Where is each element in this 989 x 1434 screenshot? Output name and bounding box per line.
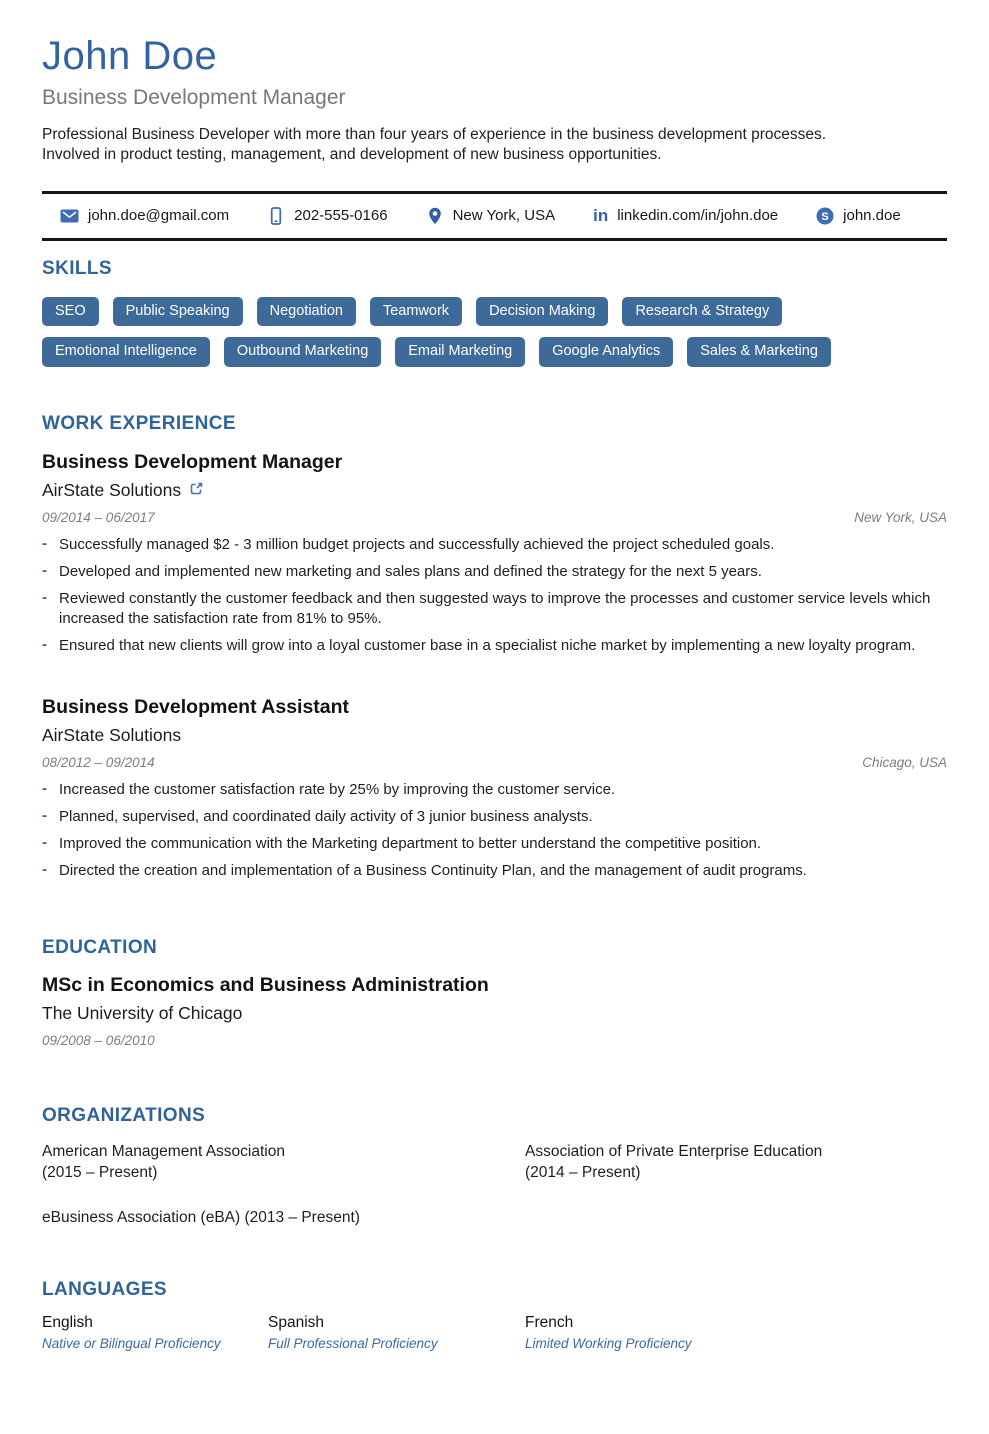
skill-pill: Emotional Intelligence	[42, 337, 210, 367]
languages-grid	[42, 1314, 947, 1351]
organizations-grid	[42, 1141, 947, 1183]
language-proficiency: Native or Bilingual Proficiency	[42, 1335, 221, 1351]
job-bullet: - Planned, supervised, and coordinated daily activity of 3 junior business analysts.	[42, 807, 947, 827]
organization-dates: (2013 – Present)	[244, 1208, 360, 1226]
skill-pill: Email Marketing	[395, 337, 525, 367]
skill-pill: Negotiation	[257, 297, 356, 327]
person-job-title: Business Development Manager	[42, 85, 346, 109]
job-company	[42, 725, 947, 746]
contact-phone	[267, 207, 387, 225]
job-bullet: - Successfully managed $2 - 3 million budget projects and successfully achieved the project scheduled goals.	[42, 535, 947, 555]
language-item	[42, 1314, 268, 1351]
contact-linkedin	[593, 207, 778, 224]
organizations-title: ORGANIZATIONS	[42, 1104, 206, 1126]
language-proficiency: Full Professional Proficiency	[268, 1335, 438, 1351]
contact-skype-value[interactable]: john.doe	[843, 207, 901, 225]
job-dates: 09/2014 – 06/2017	[42, 509, 155, 525]
organization-name: American Management Association	[42, 1142, 285, 1160]
job-bullet: - Reviewed constantly the customer feedback and then suggested ways to improve the processes and customer service levels which increased the satisfaction rate from 81% to 95%.	[42, 589, 947, 629]
skill-pill: Decision Making	[476, 297, 608, 327]
job-dates: 08/2012 – 09/2014	[42, 754, 155, 770]
organization-dates: (2014 – Present)	[525, 1163, 641, 1181]
job-bullet: - Developed and implemented new marketing and sales plans and defined the strategy for the next 5 years.	[42, 562, 947, 582]
organization-item	[42, 1141, 525, 1183]
skill-pill: Public Speaking	[113, 297, 243, 327]
job-role: Business Development Assistant	[42, 695, 350, 718]
job-location: New York, USA	[854, 509, 947, 525]
education-school: The University of Chicago	[42, 1002, 243, 1023]
job-bullet: - Ensured that new clients will grow into a loyal customer base in a specialist niche market by implementing a new loyalty program.	[42, 636, 947, 656]
phone-icon	[267, 207, 285, 225]
job-role: Business Development Manager	[42, 450, 343, 473]
organization-dates: (2015 – Present)	[42, 1163, 158, 1181]
skills-row	[42, 297, 947, 327]
organization-name: eBusiness Association (eBA)	[42, 1208, 241, 1226]
job-bullet: - Directed the creation and implementation of a Business Continuity Plan, and the management of audit programs.	[42, 861, 947, 881]
skill-pill: Sales & Marketing	[687, 337, 831, 367]
contact-bar	[42, 191, 947, 241]
job-meta	[42, 510, 947, 525]
skill-pill: Outbound Marketing	[224, 337, 381, 367]
job-company	[42, 480, 947, 501]
organization-name: Association of Private Enterprise Education	[525, 1142, 823, 1160]
skill-pill: SEO	[42, 297, 99, 327]
job-meta	[42, 755, 947, 770]
skill-pill: Research & Strategy	[622, 297, 782, 327]
skill-pill: Teamwork	[370, 297, 462, 327]
skype-icon	[816, 207, 834, 225]
skills-row	[42, 337, 947, 367]
organization-item	[525, 1141, 947, 1183]
job-location: Chicago, USA	[862, 754, 947, 770]
job-entry	[42, 451, 947, 656]
summary-line: Involved in product testing, management, and development of new business opportunities.	[42, 145, 662, 163]
skills-section	[42, 258, 947, 367]
skill-pill: Google Analytics	[539, 337, 673, 367]
linkedin-icon: in	[593, 206, 609, 226]
contact-location-value: New York, USA	[452, 207, 556, 225]
job-bullet: - Increased the customer satisfaction rate by 25% by improving the customer service.	[42, 780, 947, 800]
job-bullets	[42, 780, 947, 881]
organization-item	[42, 1209, 947, 1227]
languages-title: LANGUAGES	[42, 1278, 167, 1300]
work-experience-section	[42, 413, 947, 881]
contact-phone-value[interactable]: 202-555-0166	[294, 207, 388, 225]
language-name: English	[42, 1313, 93, 1331]
education-dates: 09/2008 – 06/2010	[42, 1032, 155, 1048]
language-name: Spanish	[268, 1313, 325, 1331]
person-name: John Doe	[42, 34, 218, 78]
job-entry	[42, 696, 947, 881]
language-proficiency: Limited Working Proficiency	[525, 1335, 692, 1351]
location-pin-icon	[426, 207, 444, 225]
languages-section	[42, 1279, 947, 1351]
language-name: French	[525, 1313, 574, 1331]
job-company-name: AirState Solutions	[42, 479, 182, 500]
education-title: EDUCATION	[42, 936, 158, 958]
skills-title: SKILLS	[42, 257, 112, 279]
skills-pills	[42, 297, 947, 367]
organizations-section	[42, 1105, 947, 1227]
resume-page	[0, 34, 989, 1351]
job-bullet: - Improved the communication with the Marketing department to better understand the competitive position.	[42, 834, 947, 854]
summary-line: Professional Business Developer with more than four years of experience in the business development processes.	[42, 125, 827, 143]
job-bullets	[42, 535, 947, 656]
language-item	[268, 1314, 525, 1351]
professional-summary	[42, 125, 947, 165]
contact-location	[426, 207, 556, 225]
contact-skype	[816, 207, 901, 225]
envelope-icon	[60, 207, 79, 225]
education-degree: MSc in Economics and Business Administration	[42, 973, 489, 996]
job-company-name: AirState Solutions	[42, 724, 182, 745]
work-experience-title: WORK EXPERIENCE	[42, 412, 236, 434]
resume-header	[42, 34, 947, 165]
education-section	[42, 937, 947, 1048]
external-link-icon[interactable]	[189, 480, 204, 501]
contact-email-value[interactable]: john.doe@gmail.com	[88, 207, 230, 225]
contact-linkedin-value[interactable]: linkedin.com/in/john.doe	[617, 207, 779, 225]
contact-email	[60, 207, 229, 225]
language-item	[525, 1314, 947, 1351]
svg-text:S: S	[821, 210, 829, 223]
